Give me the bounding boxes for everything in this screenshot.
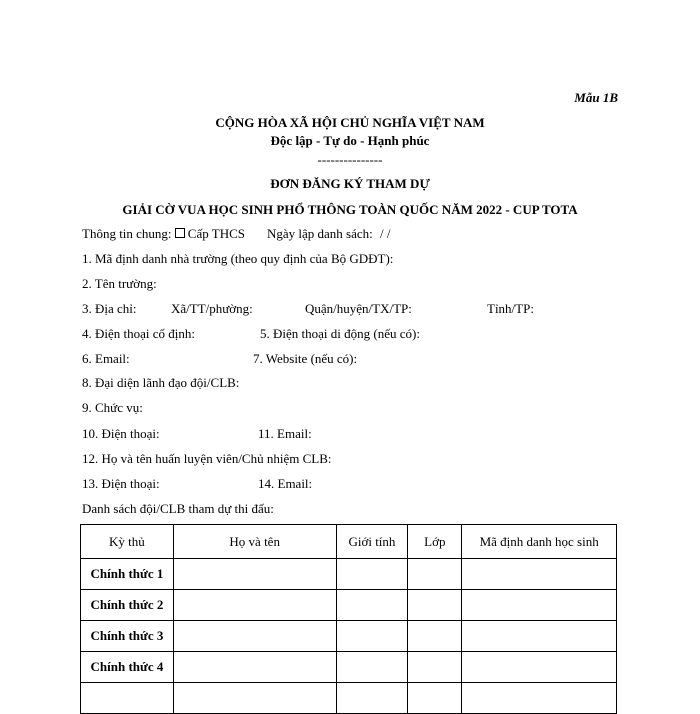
table-row (81, 621, 617, 652)
column-header-class: Lớp (408, 525, 462, 559)
full-name-cell[interactable] (173, 621, 336, 652)
column-header-player: Kỳ thủ (81, 525, 174, 559)
field-landline: 4. Điện thoại cố định: (82, 326, 196, 341)
field-coach-phone: 13. Điện thoại: (82, 476, 160, 491)
player-slot-label: Chính thức 1 (81, 559, 174, 590)
player-slot-label: Chính thức 4 (81, 652, 174, 683)
form-code: Mẫu 1B (574, 90, 618, 105)
class-cell[interactable] (408, 683, 462, 714)
date-label: Ngày lập danh sách: (267, 226, 373, 241)
field-commune: Xã/TT/phường: (171, 301, 253, 316)
student-id-cell[interactable] (462, 621, 617, 652)
player-slot-label: Chính thức 2 (81, 590, 174, 621)
full-name-cell[interactable] (173, 559, 336, 590)
table-row (81, 683, 617, 714)
gender-cell[interactable] (336, 559, 408, 590)
field-mobile: 5. Điện thoại di động (nếu có): (260, 326, 420, 341)
gender-cell[interactable] (336, 683, 408, 714)
level-checkbox-label: Cấp THCS (187, 226, 245, 241)
tournament-title: GIẢI CỜ VUA HỌC SINH PHỔ THÔNG TOÀN QUỐC NĂM 2022 - CUP TOTA (122, 202, 578, 217)
table-row (81, 590, 617, 621)
level-checkbox[interactable] (175, 228, 185, 238)
gender-cell[interactable] (336, 621, 408, 652)
date-value[interactable]: / / (380, 226, 391, 241)
roster-table (80, 524, 617, 714)
player-slot-label (81, 683, 174, 714)
column-header-full-name: Họ và tên (173, 525, 336, 559)
field-coach-email: 14. Email: (258, 476, 313, 491)
student-id-cell[interactable] (462, 559, 617, 590)
gender-cell[interactable] (336, 590, 408, 621)
column-header-gender: Giới tính (336, 525, 408, 559)
player-slot-label: Chính thức 3 (81, 621, 174, 652)
gender-cell[interactable] (336, 652, 408, 683)
table-row (81, 559, 617, 590)
field-team-leader: 8. Đại diện lãnh đạo đội/CLB: (82, 375, 240, 390)
field-leader-email: 11. Email: (258, 426, 312, 441)
form-title: ĐƠN ĐĂNG KÝ THAM DỰ (270, 176, 430, 191)
full-name-cell[interactable] (173, 652, 336, 683)
table-row (81, 652, 617, 683)
list-date (267, 226, 391, 242)
field-coach-name: 12. Họ và tên huấn luyện viên/Chủ nhiệm CLB: (82, 451, 332, 466)
field-province: Tỉnh/TP: (487, 301, 534, 316)
student-id-cell[interactable] (462, 683, 617, 714)
full-name-cell[interactable] (173, 683, 336, 714)
field-website: 7. Website (nếu có): (253, 351, 358, 366)
roster-header-row (81, 525, 617, 559)
header-separator: --------------- (317, 152, 383, 167)
field-district: Quận/huyện/TX/TP: (305, 301, 412, 316)
field-leader-phone: 10. Điện thoại: (82, 426, 160, 441)
student-id-cell[interactable] (462, 652, 617, 683)
class-cell[interactable] (408, 621, 462, 652)
general-info-label: Thông tin chung: (82, 226, 172, 241)
field-address: 3. Địa chỉ: (82, 301, 137, 316)
motto: Độc lập - Tự do - Hạnh phúc (270, 133, 430, 148)
country-heading: CỘNG HÒA XÃ HỘI CHỦ NGHĨA VIỆT NAM (215, 115, 485, 130)
class-cell[interactable] (408, 559, 462, 590)
full-name-cell[interactable] (173, 590, 336, 621)
field-school-id: 1. Mã định danh nhà trường (theo quy định của Bộ GDĐT): (82, 251, 394, 266)
class-cell[interactable] (408, 590, 462, 621)
field-position: 9. Chức vụ: (82, 400, 143, 415)
field-school-name: 2. Tên trường: (82, 276, 157, 291)
general-info-row (82, 226, 245, 242)
column-header-student-id: Mã định danh học sinh (462, 525, 617, 559)
student-id-cell[interactable] (462, 590, 617, 621)
class-cell[interactable] (408, 652, 462, 683)
field-email: 6. Email: (82, 351, 130, 366)
roster-caption: Danh sách đội/CLB tham dự thi đấu: (82, 501, 274, 516)
